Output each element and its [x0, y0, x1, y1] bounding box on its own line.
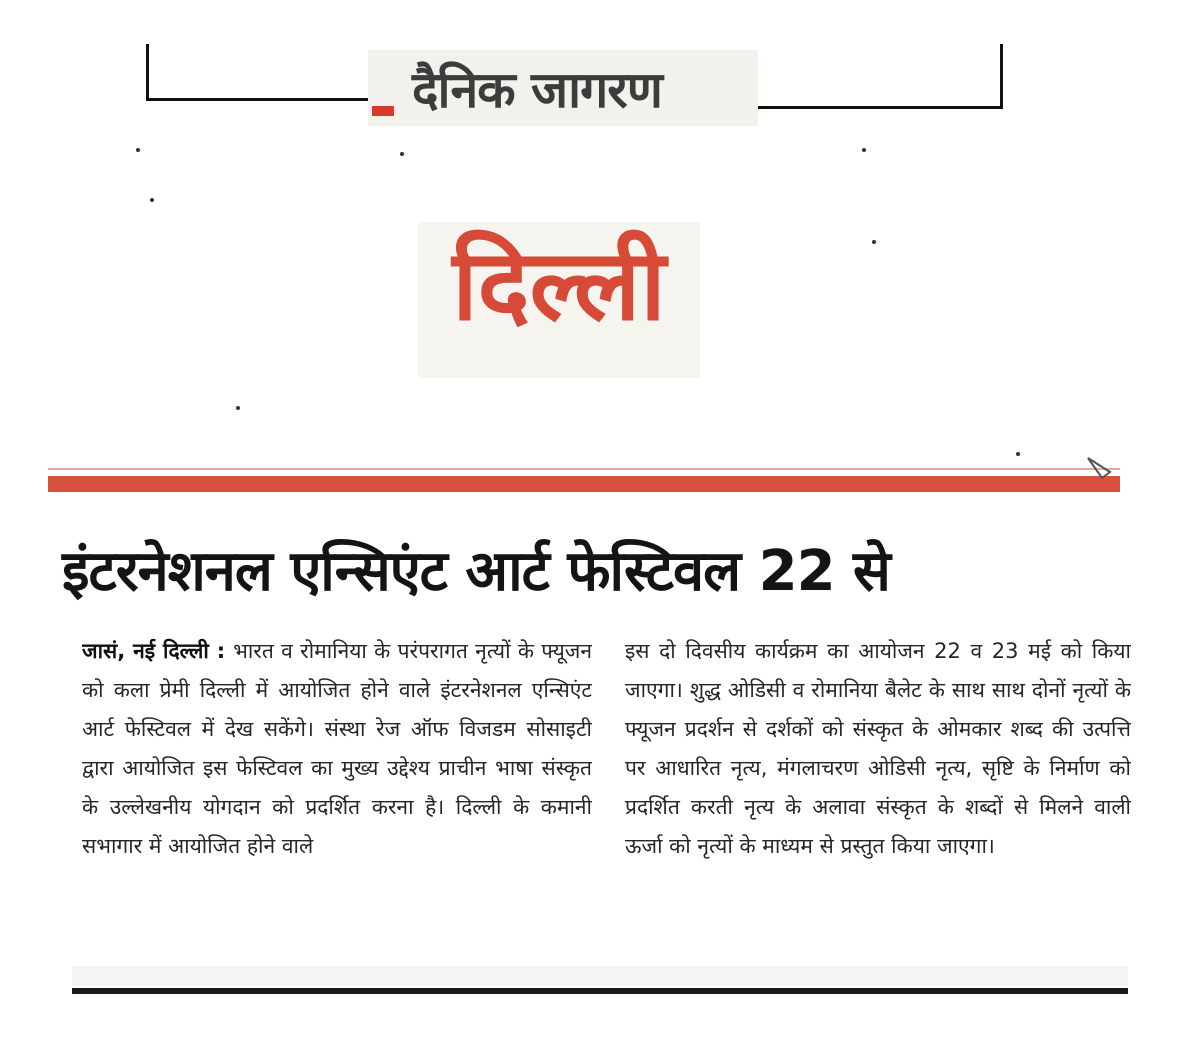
article-headline: इंटरनेशनल एन्सिएंट आर्ट फेस्टिवल 22 से — [62, 539, 890, 604]
masthead-frame-left-horizontal — [146, 98, 372, 101]
scan-speck — [1016, 452, 1020, 456]
article-top-thin-rule — [48, 468, 1120, 470]
scan-speck — [862, 148, 866, 152]
torn-corner-mark — [1080, 448, 1120, 488]
newspaper-masthead: दैनिक जागरण — [412, 61, 662, 119]
scan-speck — [150, 198, 154, 202]
masthead-frame-left-vertical — [146, 44, 149, 100]
article-column-right-text: इस दो दिवसीय कार्यक्रम का आयोजन 22 व 23 मई को किया जाएगा। शुद्ध ओडिसी व रोमानिया बैलेट के साथ साथ दोनों नृत्यों के फ्यूजन प्रदर्शन से दर्शकों को संस्कृत के ओमकार शब्द की उत्पत्ति पर आधारित नृत्य, मंगलाचरण ओडिसी नृत्य, सृष्टि के निर्माण को प्रदर्शित करती नृत्य के अलावा संस्कृत के शब्दों से मिलने वाली ऊर्जा को नृत्यों के माध्यम से प्रस्तुत किया जाएगा। — [625, 639, 1131, 858]
masthead-red-mark — [372, 106, 394, 116]
article-column-left-text: भारत व रोमानिया के परंपरागत नृत्यों के फ्यूजन को कला प्रेमी दिल्ली में आयोजित होने वाले इंटरनेशनल एन्सिएंट आर्ट फेस्टिवल में देख सकेंगे। संस्था रेज ऑफ विजडम सोसाइटी द्वारा आयोजित इस फेस्टिवल का मुख्य उद्देश्य प्राचीन भाषा संस्कृत के उल्लेखनीय योगदान को प्रदर्शित करना है। दिल्ली के कमानी सभागार में आयोजित होने वाले — [82, 639, 592, 858]
article-column-left — [82, 632, 592, 944]
article-dateline: जासं, नई दिल्ली : — [82, 639, 234, 663]
scan-speck — [400, 152, 404, 156]
scan-speck — [236, 406, 240, 410]
scan-speck — [872, 240, 876, 244]
masthead-frame-right-vertical — [1000, 44, 1003, 109]
article-top-red-rule — [48, 476, 1120, 492]
article-column-right — [625, 632, 1131, 944]
article-bottom-rule — [72, 988, 1128, 994]
scan-speck — [136, 148, 140, 152]
bottom-bleed-through — [72, 966, 1128, 986]
masthead-frame-right-horizontal — [758, 106, 1002, 109]
city-section-heading: दिल्ली — [452, 229, 666, 343]
